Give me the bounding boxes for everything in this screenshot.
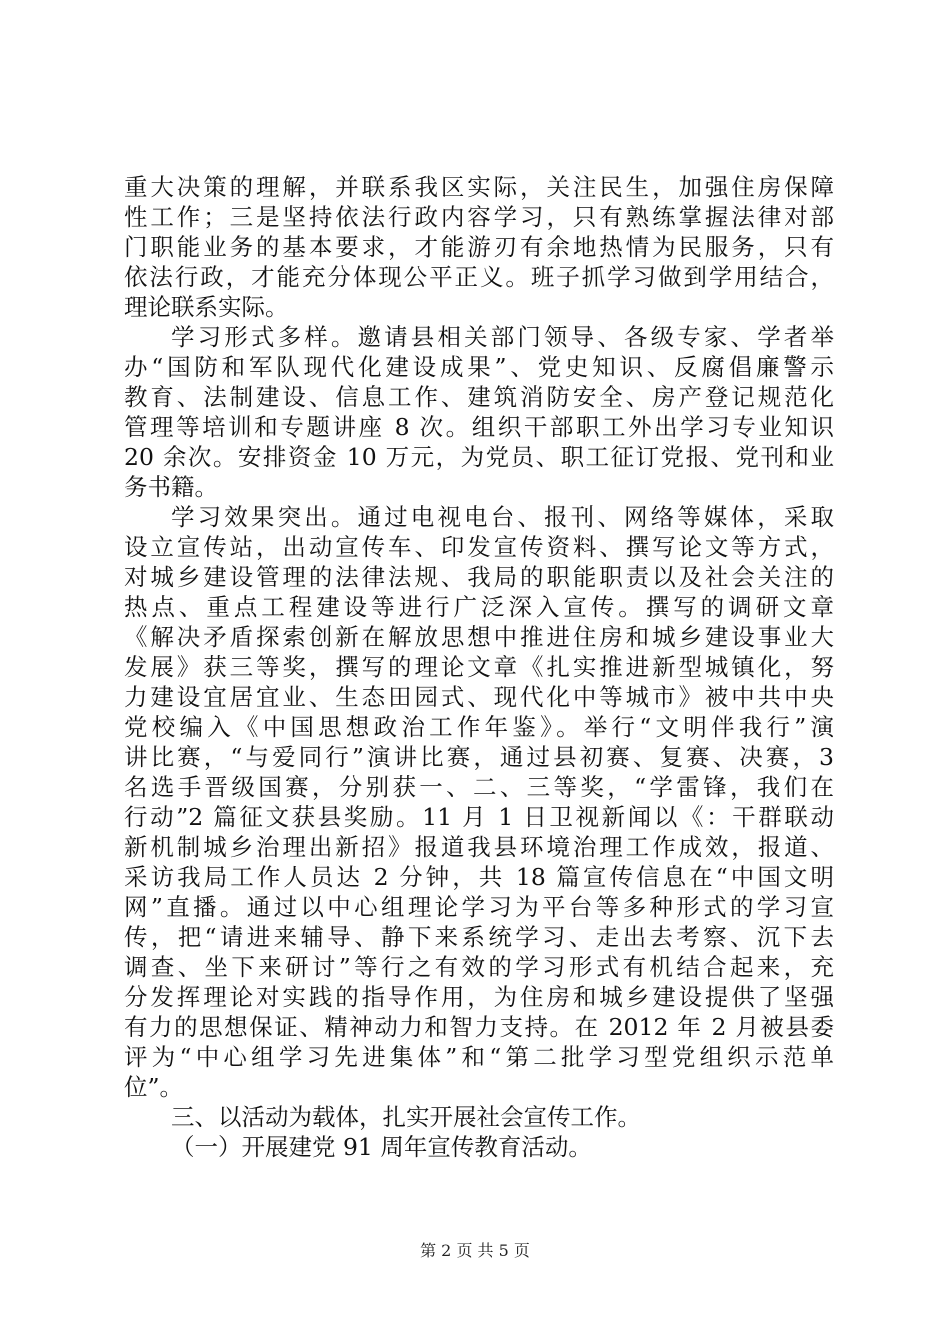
text-line: 管理等培训和专题讲座 8 次。组织干部职工外出学习专业知识 xyxy=(124,413,834,441)
text-line: 办“国防和军队现代化建设成果”、党史知识、反腐倡廉警示 xyxy=(124,353,834,381)
text-line: 网”直播。通过以中心组理论学习为平台等多种形式的学习宣 xyxy=(124,893,834,921)
text-line: 位”。 xyxy=(124,1073,184,1101)
text-line: 重大决策的理解，并联系我区实际，关注民生，加强住房保障 xyxy=(124,173,834,201)
text-line: 依法行政，才能充分体现公平正义。班子抓学习做到学用结合， xyxy=(124,263,834,291)
text-line: 名选手晋级国赛，分别获一、二、三等奖，“学雷锋，我们在 xyxy=(124,773,834,801)
text-line: 学习效果突出。通过电视电台、报刊、网络等媒体，采取 xyxy=(171,503,834,531)
text-line: 新机制城乡治理出新招》报道我县环境治理工作成效，报道、 xyxy=(124,833,834,861)
text-line: 务书籍。 xyxy=(124,473,218,501)
text-line: 教育、法制建设、信息工作、建筑消防安全、房产登记规范化 xyxy=(124,383,834,411)
text-line: 有力的思想保证、精神动力和智力支持。在 2012 年 2 月被县委 xyxy=(124,1013,834,1041)
text-line: （一）开展建党 91 周年宣传教育活动。 xyxy=(171,1133,592,1161)
text-line: 评为“中心组学习先进集体”和“第二批学习型党组织示范单 xyxy=(124,1043,834,1071)
document-body xyxy=(124,172,834,1162)
text-line: 门职能业务的基本要求，才能游刃有余地热情为民服务，只有 xyxy=(124,233,834,261)
text-line: 《解决矛盾探索创新在解放思想中推进住房和城乡建设事业大 xyxy=(124,623,834,651)
text-line: 学习形式多样。邀请县相关部门领导、各级专家、学者举 xyxy=(171,323,834,351)
page-footer: 第 2 页 共 5 页 xyxy=(420,1241,530,1260)
text-line: 设立宣传站，出动宣传车、印发宣传资料、撰写论文等方式， xyxy=(124,533,834,561)
text-line: 发展》获三等奖，撰写的理论文章《扎实推进新型城镇化，努 xyxy=(124,653,834,681)
text-line: 调查、坐下来研讨”等行之有效的学习形式有机结合起来，充 xyxy=(124,953,834,981)
text-line: 行动”2 篇征文获县奖励。11 月 1 日卫视新闻以《：干群联动 xyxy=(124,803,834,831)
text-line: 对城乡建设管理的法律法规、我局的职能职责以及社会关注的 xyxy=(124,563,834,591)
text-line: 讲比赛，“与爱同行”演讲比赛，通过县初赛、复赛、决赛，3 xyxy=(124,743,834,771)
text-line: 传，把“请进来辅导、静下来系统学习、走出去考察、沉下去 xyxy=(124,923,834,951)
text-line: 热点、重点工程建设等进行广泛深入宣传。撰写的调研文章 xyxy=(124,593,834,621)
text-line: 性工作；三是坚持依法行政内容学习，只有熟练掌握法律对部 xyxy=(124,203,834,231)
text-line: 三、以活动为载体，扎实开展社会宣传工作。 xyxy=(171,1103,641,1131)
text-line: 分发挥理论对实践的指导作用，为住房和城乡建设提供了坚强 xyxy=(124,983,834,1011)
text-line: 20 余次。安排资金 10 万元，为党员、职工征订党报、党刊和业 xyxy=(124,443,834,471)
text-line: 党校编入《中国思想政治工作年鉴》。举行“文明伴我行”演 xyxy=(124,713,834,741)
text-line: 力建设宜居宜业、生态田园式、现代化中等城市》被中共中央 xyxy=(124,683,834,711)
text-line: 理论联系实际。 xyxy=(124,293,289,321)
text-line: 采访我局工作人员达 2 分钟，共 18 篇宣传信息在“中国文明 xyxy=(124,863,834,891)
